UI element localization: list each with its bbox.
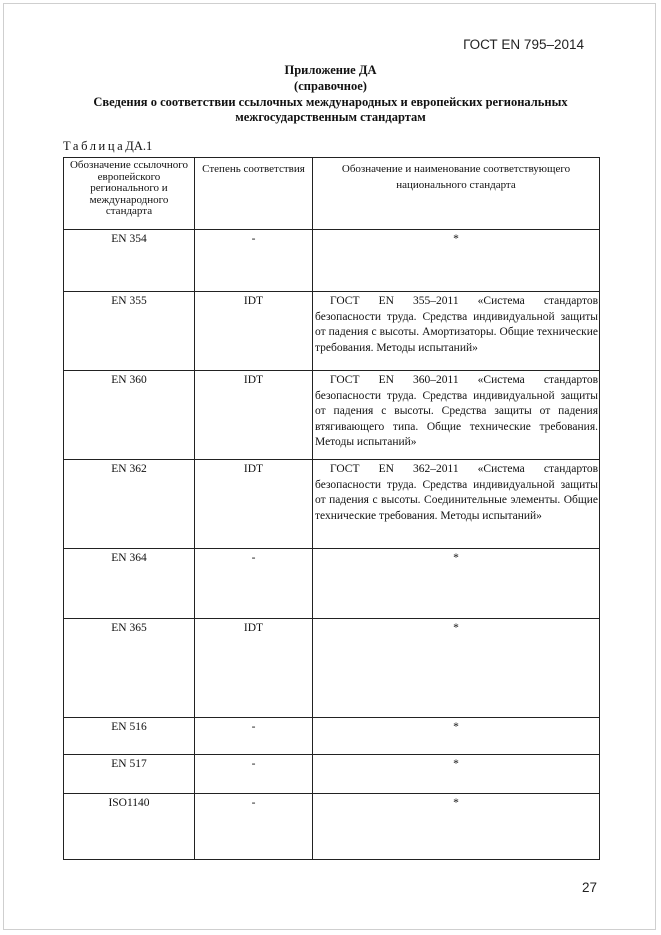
cell-national-text: ГОСТ EN 362–2011 «Система стандартов безопасности труда. Средства индивидуальной защиты от падения с высоты. Соединительные элементы. Общие технические требования. Методы испытаний» bbox=[315, 463, 598, 522]
cell-national: * bbox=[313, 619, 600, 718]
cell-degree: IDT bbox=[195, 460, 313, 549]
column-header-reference: Обозначение ссылочного европейского регионального и международного стандарта bbox=[64, 158, 195, 230]
table-row bbox=[64, 549, 600, 619]
cell-degree: - bbox=[195, 755, 313, 794]
cell-national: * bbox=[313, 794, 600, 860]
table-caption-word: Таблица bbox=[63, 139, 126, 153]
appendix-subtitle-line1: Сведения о соответствии ссылочных международных и европейских региональных bbox=[93, 95, 568, 109]
cell-national: * bbox=[313, 230, 600, 292]
table-row bbox=[64, 619, 600, 718]
page-number: 27 bbox=[581, 880, 597, 895]
column-header-national: Обозначение и наименование соответствующего национального стандарта bbox=[313, 158, 600, 230]
cell-national: * bbox=[313, 549, 600, 619]
table-row bbox=[64, 460, 600, 549]
cell-national: * bbox=[313, 755, 600, 794]
table-row bbox=[64, 755, 600, 794]
cell-reference: EN 517 bbox=[64, 755, 195, 794]
appendix-subtitle-line2: межгосударственным стандартам bbox=[235, 110, 426, 124]
cell-reference: EN 365 bbox=[64, 619, 195, 718]
table-row bbox=[64, 292, 600, 371]
cell-degree: - bbox=[195, 549, 313, 619]
cell-national-text: ГОСТ EN 360–2011 «Система стандартов безопасности труда. Средства индивидуальной защиты от падения с высоты. Средства защиты от падения втягивающего типа. Общие технические требования. Методы испытаний» bbox=[315, 374, 598, 448]
appendix-title: Приложение ДА bbox=[284, 63, 377, 77]
cell-degree: IDT bbox=[195, 619, 313, 718]
cell-degree: IDT bbox=[195, 371, 313, 460]
table-caption bbox=[63, 139, 152, 154]
cell-reference: EN 362 bbox=[64, 460, 195, 549]
column-header-degree: Степень соответствия bbox=[195, 158, 313, 230]
appendix-type: (справочное) bbox=[294, 79, 367, 93]
cell-degree: IDT bbox=[195, 292, 313, 371]
cell-degree: - bbox=[195, 230, 313, 292]
cell-reference: EN 355 bbox=[64, 292, 195, 371]
table-row bbox=[64, 230, 600, 292]
cell-reference: EN 516 bbox=[64, 718, 195, 755]
cell-degree: - bbox=[195, 718, 313, 755]
table-row bbox=[64, 718, 600, 755]
table-caption-id: ДА.1 bbox=[125, 139, 153, 153]
cell-national bbox=[313, 371, 600, 460]
table-row bbox=[64, 371, 600, 460]
cell-national bbox=[313, 292, 600, 371]
cell-reference: EN 364 bbox=[64, 549, 195, 619]
cell-reference: ISO1140 bbox=[64, 794, 195, 860]
cell-reference: EN 354 bbox=[64, 230, 195, 292]
cell-national: * bbox=[313, 718, 600, 755]
cell-reference: EN 360 bbox=[64, 371, 195, 460]
cell-national bbox=[313, 460, 600, 549]
cell-degree: - bbox=[195, 794, 313, 860]
table-row bbox=[64, 794, 600, 860]
correspondence-table bbox=[63, 157, 600, 860]
cell-national-text: ГОСТ EN 355–2011 «Система стандартов безопасности труда. Средства индивидуальной защиты от падения с высоты. Амортизаторы. Общие технические требования. Методы испытаний» bbox=[315, 295, 598, 354]
table-header-row bbox=[64, 158, 600, 230]
document-code: ГОСТ EN 795–2014 bbox=[463, 37, 584, 52]
